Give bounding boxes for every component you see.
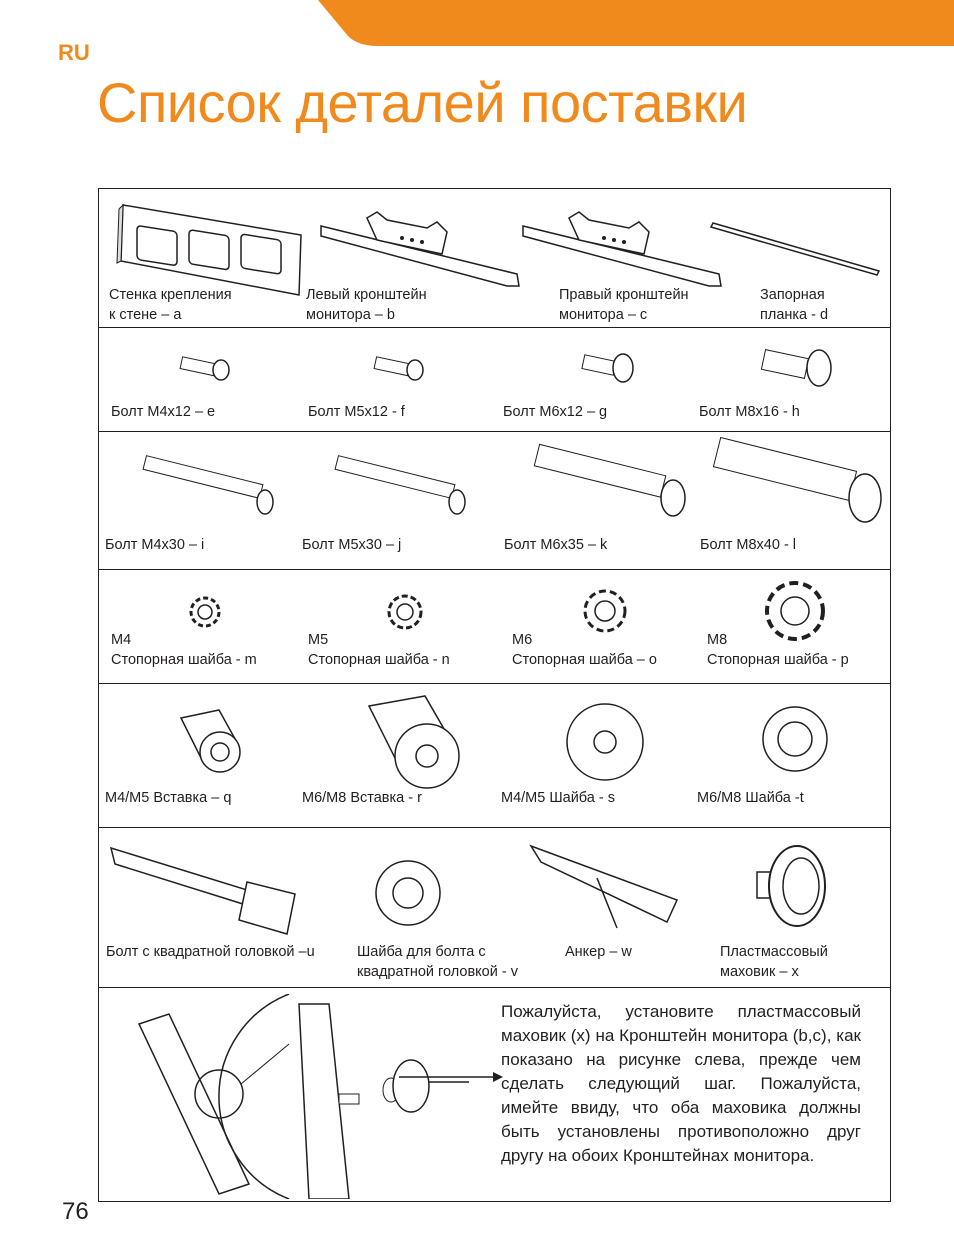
part-caption: M4 Стопорная шайба - m: [111, 632, 257, 668]
part-caption: Болт M8x16 - h: [699, 404, 800, 420]
part-caption: Болт M6x35 – k: [504, 537, 608, 553]
bolt-long-icon: [331, 452, 471, 522]
part-caption: Болт M4x30 – i: [105, 537, 205, 553]
part-caption: Болт M6x12 – g: [503, 404, 608, 420]
washer-icon: [760, 704, 830, 774]
part-caption: M6 Стопорная шайба – o: [512, 632, 657, 668]
part-caption: M6/M8 Вставка - r: [302, 790, 422, 806]
part-caption: Левый кронштейн монитора – b: [306, 287, 427, 323]
part-caption: Анкер – w: [565, 944, 632, 960]
bolt-short-icon: [371, 348, 431, 384]
bolt-short-icon: [177, 348, 237, 384]
spacer-icon: [355, 692, 469, 792]
part-caption: Шайба для болта с квадратной головкой - v: [357, 944, 518, 980]
spacer-icon: [169, 706, 249, 778]
part-caption: Болт M5x12 - f: [308, 404, 405, 420]
lock-washer-icon: [187, 594, 223, 630]
part-caption: M4/M5 Вставка – q: [105, 790, 232, 806]
parts-row: [99, 328, 890, 432]
bolt-short-icon: [579, 344, 641, 386]
washer-icon: [563, 700, 647, 784]
parts-table: [98, 188, 891, 1202]
language-code: RU: [58, 40, 90, 65]
bolt-short-icon: [759, 340, 839, 390]
part-caption: Болт M8x40 - l: [700, 537, 797, 553]
anchor-icon: [527, 838, 687, 938]
part-caption: M8 Стопорная шайба - p: [707, 632, 849, 668]
part-caption: Болт M4x12 – e: [111, 404, 216, 420]
part-caption: Стенка крепления к стене – a: [109, 287, 232, 323]
parts-row: [99, 432, 890, 570]
part-caption: Пластмассовый маховик – x: [720, 944, 828, 980]
knob-icon: [747, 838, 831, 938]
instruction-text: Пожалуйста, установите пластмассовый маховик (x) на Кронштейн монитора (b,c), как показано на рисунке слева, прежде чем сделать следующий шаг. Пожалуйста, имейте ввиду, что оба маховика должны быть установлены противоположно друг другу на обоих Кронштейнах монитора.: [501, 1002, 861, 1165]
part-caption: M5 Стопорная шайба - n: [308, 632, 450, 668]
bolt-long-icon: [531, 442, 691, 522]
lock-washer-icon: [580, 586, 630, 636]
washer-icon: [373, 858, 443, 928]
arrow-icon: [399, 1070, 503, 1084]
lock-washer-icon: [385, 592, 425, 632]
page-title: Список деталей поставки: [97, 71, 748, 134]
wall-plate-icon: [109, 197, 309, 297]
parts-row: [99, 684, 890, 828]
right-bracket-icon: [519, 204, 724, 289]
bolt-long-icon: [711, 436, 891, 526]
bolt-long-icon: [139, 452, 279, 522]
part-caption: Болт с квадратной головкой –u: [106, 944, 315, 960]
parts-row: [99, 828, 890, 988]
part-caption: M4/M5 Шайба - s: [501, 790, 615, 806]
part-caption: Болт M5x30 – j: [302, 537, 402, 553]
locking-bar-icon: [709, 219, 884, 279]
page-number: 76: [62, 1198, 89, 1225]
parts-row: [99, 189, 890, 328]
lag-bolt-icon: [107, 838, 302, 938]
assembly-illustration-icon: [129, 994, 469, 1199]
part-caption: Правый кронштейн монитора – c: [559, 287, 689, 323]
parts-row: [99, 570, 890, 684]
left-bracket-icon: [317, 204, 522, 289]
instruction-row: [99, 988, 890, 1201]
header-accent-tab: [318, 0, 954, 46]
part-caption: M6/M8 Шайба -t: [697, 790, 804, 806]
part-caption: Запорная планка - d: [760, 287, 829, 323]
